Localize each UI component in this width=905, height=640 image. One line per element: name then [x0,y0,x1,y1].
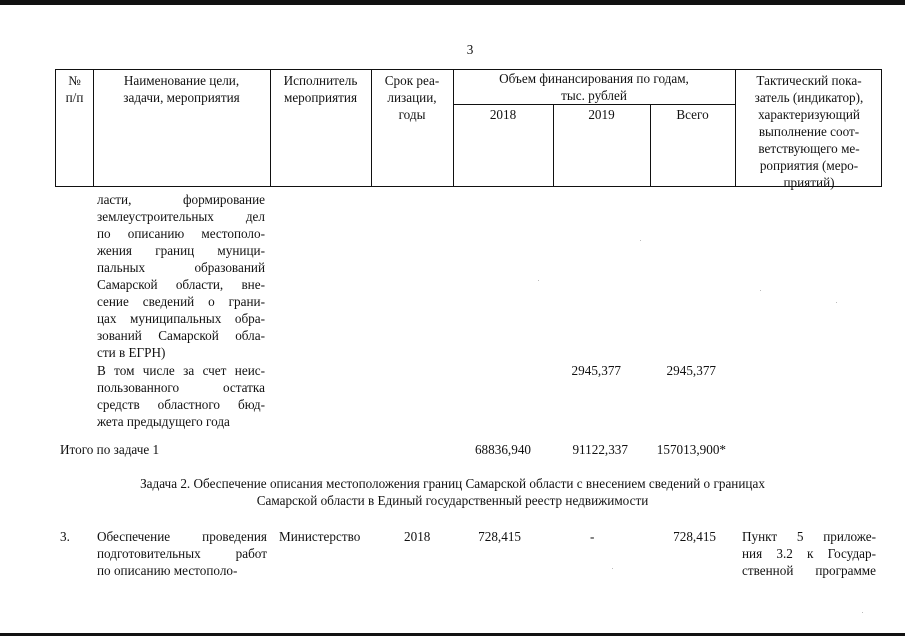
header-term: Срок реа- лизации, годы [384,73,440,122]
value-total: 728,415 [673,529,716,544]
header-name: Наименование цели, задачи, мероприятия [123,73,240,105]
text-line: цах муниципальных обра- [97,311,265,326]
task2-line: Самарской области в Единый государственный реестр недвижимости [256,493,649,508]
text-line: по описанию местополо- [97,226,265,241]
value-total: 2945,377 [666,363,716,378]
value-2019: - [590,529,595,544]
task2-line: Задача 2. Обеспечение описания местоположения границ Самарской области с внесением сведений о границах [140,476,765,491]
value-2019: 2945,377 [571,363,621,378]
scan-speck [640,240,641,241]
indicator-line: ственной программе [742,563,876,578]
term: 2018 [404,529,431,544]
row-divider [453,104,735,105]
text-line: зований Самарской обла- [97,328,265,343]
indicator-line: Пункт 5 приложе- [742,529,876,544]
text-line: пальных образований [97,260,265,275]
scan-speck [862,612,863,613]
row-number: 3. [60,529,70,544]
header-2018: 2018 [489,107,517,122]
text-line: жета предыдущего года [97,414,230,429]
text-line: Самарской области, вне- [97,277,265,292]
text-line: жения границ муници- [97,243,265,258]
page-number: 3 [466,42,474,57]
table-header [55,69,882,190]
text-line: ласти, формирование [97,192,265,207]
header-no: № п/п [65,73,84,105]
text-line: Обеспечение проведения [97,529,267,544]
scan-speck [538,280,539,281]
header-total: Всего [676,107,709,122]
value-2018: 68836,940 [474,442,531,457]
top-border [0,0,905,5]
value-total: 157013,900* [656,442,726,457]
scan-speck [836,302,837,303]
text-line: по описанию местополо- [97,563,238,578]
executor: Министерство [279,529,361,544]
text-line: землеустроительных дел [97,209,265,224]
text-line: пользованного остатка [97,380,265,395]
bottom-border [0,633,905,636]
text-line: подготовительных работ [97,546,267,561]
header-indicator: Тактический пока- затель (индикатор), характеризующий выполнение соот- ветствующего ме- роприятия (меро- приятий) [754,73,864,190]
header-2019: 2019 [588,107,615,122]
task1-total-label: Итого по задаче 1 [60,442,160,457]
scan-speck [760,290,761,291]
value-2018: 728,415 [478,529,521,544]
text-line: сение сведений о грани- [97,294,265,309]
header-funding: Объем финансирования по годам, тыс. рублей [499,71,689,103]
header-executor: Исполнитель мероприятия [283,73,358,105]
text-line: средств областного бюд- [97,397,265,412]
value-2019: 91122,337 [572,442,628,457]
text-line: В том числе за счет неис- [97,363,265,378]
text-line: сти в ЕГРН) [97,345,166,360]
indicator-line: ния 3.2 к Государ- [742,546,876,561]
scan-speck [612,568,613,569]
